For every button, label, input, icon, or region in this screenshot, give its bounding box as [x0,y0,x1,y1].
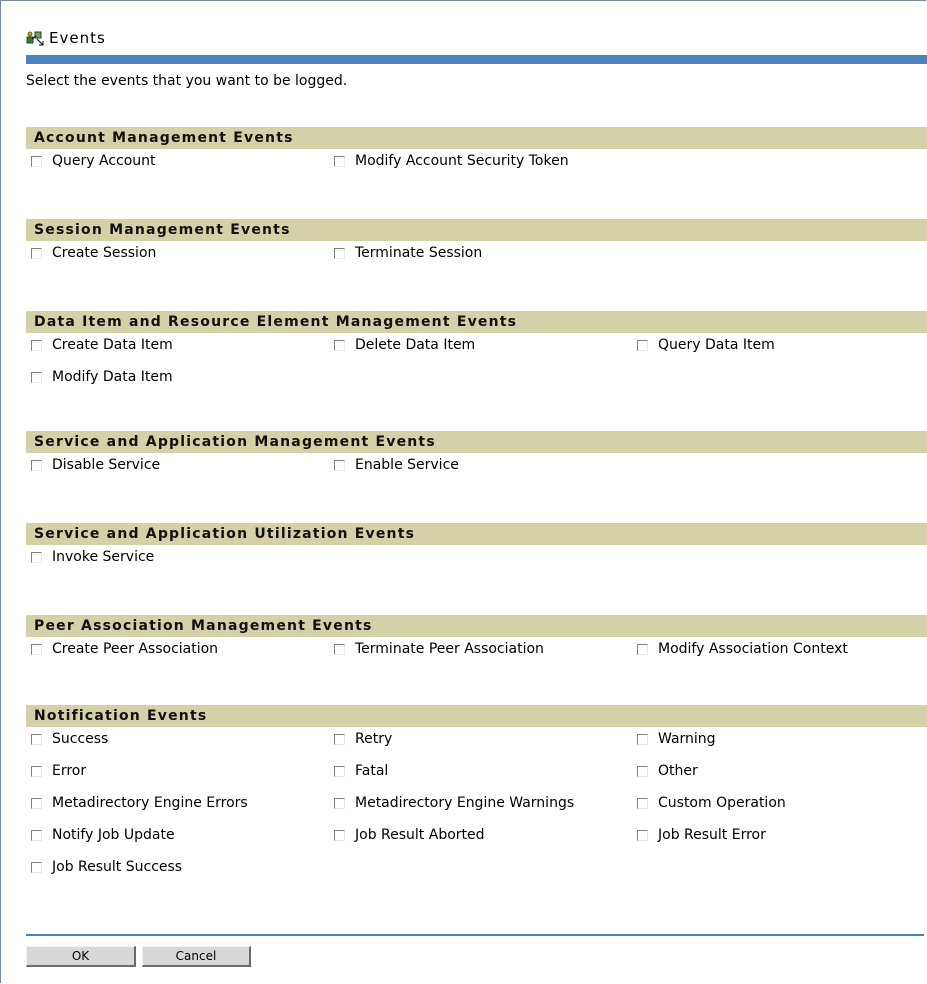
section-header: Data Item and Resource Element Management Events [26,311,927,333]
event-option-label: Modify Account Security Token [355,153,569,169]
event-checkbox[interactable] [31,798,42,809]
event-option-label: Query Account [52,153,156,169]
event-option-label: Modify Data Item [52,369,173,385]
event-checkbox[interactable] [31,766,42,777]
instructions-text: Select the events that you want to be logged. [26,73,348,89]
event-checkbox-grid [26,637,927,669]
event-section [26,127,927,181]
event-option[interactable] [329,149,632,173]
event-checkbox[interactable] [637,830,648,841]
event-option[interactable] [26,149,329,173]
event-option[interactable] [26,855,329,879]
title-divider [26,55,927,64]
event-option[interactable] [329,727,632,751]
event-section [26,219,927,273]
event-option[interactable] [26,365,329,389]
event-option[interactable] [329,823,632,847]
event-checkbox[interactable] [31,862,42,873]
event-checkbox[interactable] [637,798,648,809]
event-checkbox-grid [26,149,927,181]
event-checkbox-grid [26,727,927,887]
event-checkbox[interactable] [334,248,345,259]
section-header: Service and Application Management Events [26,431,927,453]
section-header: Notification Events [26,705,927,727]
section-header: Session Management Events [26,219,927,241]
event-checkbox[interactable] [334,460,345,471]
event-option[interactable] [632,727,927,751]
event-checkbox-grid [26,241,927,273]
page-title: Events [49,29,106,47]
event-option-label: Query Data Item [658,337,775,353]
event-checkbox[interactable] [334,830,345,841]
section-header: Service and Application Utilization Events [26,523,927,545]
event-option-label: Delete Data Item [355,337,476,353]
event-section [26,523,927,577]
event-checkbox[interactable] [334,766,345,777]
event-option[interactable] [26,759,329,783]
event-option-label: Job Result Aborted [355,827,485,843]
section-header: Account Management Events [26,127,927,149]
event-option-label: Fatal [355,763,389,779]
event-checkbox[interactable] [31,340,42,351]
event-option[interactable] [329,241,632,265]
event-option[interactable] [329,453,632,477]
event-checkbox[interactable] [334,734,345,745]
event-checkbox[interactable] [334,798,345,809]
event-option-label: Metadirectory Engine Warnings [355,795,575,811]
event-checkbox[interactable] [31,156,42,167]
event-section [26,705,927,887]
event-option[interactable] [329,637,632,661]
panel-title-bar [26,28,106,48]
event-option-label: Create Session [52,245,157,261]
event-checkbox[interactable] [637,734,648,745]
events-icon [26,30,44,46]
event-checkbox[interactable] [31,830,42,841]
event-option[interactable] [632,791,927,815]
event-option[interactable] [632,759,927,783]
event-option-label: Job Result Error [658,827,766,843]
ok-button[interactable]: OK [26,946,136,967]
event-option-label: Create Data Item [52,337,173,353]
event-option-label: Metadirectory Engine Errors [52,795,248,811]
event-option-label: Terminate Peer Association [355,641,544,657]
event-option[interactable] [26,637,329,661]
event-option[interactable] [26,823,329,847]
event-checkbox[interactable] [31,248,42,259]
event-option-label: Success [52,731,109,747]
event-checkbox[interactable] [334,340,345,351]
event-checkbox[interactable] [334,156,345,167]
event-option[interactable] [632,637,927,661]
bottom-divider [26,934,924,936]
event-option[interactable] [26,333,329,357]
event-checkbox[interactable] [637,340,648,351]
event-option[interactable] [26,241,329,265]
event-option[interactable] [26,727,329,751]
event-checkbox[interactable] [637,766,648,777]
section-header: Peer Association Management Events [26,615,927,637]
event-option-label: Notify Job Update [52,827,175,843]
event-checkbox-grid [26,453,927,485]
event-option-label: Warning [658,731,716,747]
event-option[interactable] [26,791,329,815]
event-section [26,615,927,669]
event-option-label: Disable Service [52,457,161,473]
event-option-label: Create Peer Association [52,641,219,657]
cancel-button[interactable]: Cancel [142,946,251,967]
event-checkbox[interactable] [31,552,42,563]
event-checkbox[interactable] [31,734,42,745]
event-option-label: Other [658,763,698,779]
event-option-label: Retry [355,731,393,747]
event-option-label: Custom Operation [658,795,786,811]
event-option[interactable] [329,333,632,357]
event-option[interactable] [329,791,632,815]
event-option[interactable] [329,759,632,783]
event-checkbox[interactable] [31,644,42,655]
event-option-label: Error [52,763,87,779]
event-option[interactable] [26,545,329,569]
event-option-label: Modify Association Context [658,641,848,657]
event-option[interactable] [632,333,927,357]
event-checkbox[interactable] [637,644,648,655]
event-option-label: Invoke Service [52,549,155,565]
event-checkbox[interactable] [31,372,42,383]
event-option[interactable] [632,823,927,847]
event-checkbox-grid [26,545,927,577]
event-option-label: Enable Service [355,457,459,473]
event-option-label: Terminate Session [355,245,483,261]
event-checkbox[interactable] [31,460,42,471]
event-option-label: Job Result Success [52,859,183,875]
event-checkbox[interactable] [334,644,345,655]
event-checkbox-grid [26,333,927,397]
event-section [26,311,927,397]
event-option[interactable] [26,453,329,477]
event-section [26,431,927,485]
